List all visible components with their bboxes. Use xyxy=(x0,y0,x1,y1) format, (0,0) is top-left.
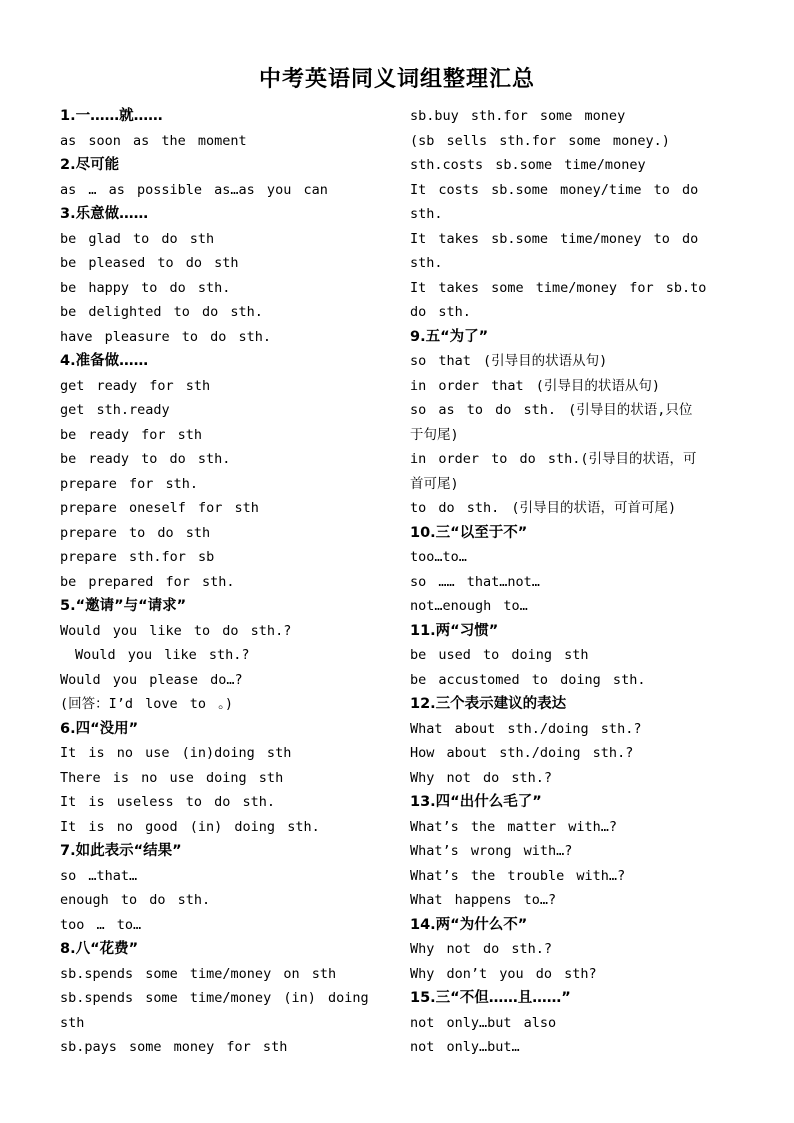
phrase-line: What happens to…? xyxy=(410,892,557,908)
phrase-line: prepare for sth. xyxy=(60,475,199,492)
phrase-line: prepare sth.for sb xyxy=(60,549,215,565)
section-heading: 12.三个表示建议的表达 xyxy=(410,696,567,712)
section-heading: 11.两“习惯” xyxy=(410,622,499,639)
phrase-line: get sth.ready xyxy=(60,402,170,418)
phrase-line: as … as possible as…as you can xyxy=(60,181,328,198)
phrase-line: 于句尾) xyxy=(410,426,459,443)
section-heading: 7.如此表示“结果” xyxy=(60,843,182,859)
phrase-line: sb.spends some time/money (in) doing xyxy=(60,990,369,1006)
phrase-line: It is no good (in) doing sth. xyxy=(60,818,320,835)
phrase-line: be used to doing sth xyxy=(410,647,589,663)
phrase-line: not only…but… xyxy=(410,1039,520,1055)
phrase-line: How about sth./doing sth.? xyxy=(410,745,634,761)
phrase-line: It takes some time/money for sb.to xyxy=(410,279,707,296)
phrase-line: sth.costs sb.some time/money xyxy=(410,157,646,173)
page-title: 中考英语同义词组整理汇总 xyxy=(258,67,535,92)
phrase-line: sth xyxy=(60,1014,85,1031)
phrase-line: What’s wrong with…? xyxy=(410,843,573,859)
phrase-line: Why not do sth.? xyxy=(410,769,553,786)
phrase-line: Why not do sth.? xyxy=(410,941,553,957)
phrase-line: so …… that…not… xyxy=(410,573,540,590)
phrase-line: enough to do sth. xyxy=(60,892,211,908)
phrase-line: What about sth./doing sth.? xyxy=(410,720,642,737)
phrase-line: It takes sb.some time/money to do xyxy=(410,230,699,247)
section-heading: 2.尽可能 xyxy=(60,157,120,173)
section-heading: 6.四“没用” xyxy=(60,720,139,737)
phrase-line: in order to do sth.(引导目的状语，可 xyxy=(410,451,697,467)
phrase-line: be delighted to do sth. xyxy=(60,304,263,320)
left-column xyxy=(60,104,390,1060)
phrase-line: be ready to do sth. xyxy=(60,451,231,467)
phrase-line: not only…but also xyxy=(410,1014,557,1031)
phrase-line: What’s the trouble with…? xyxy=(410,867,626,884)
section-heading: 9.五“为了” xyxy=(410,328,489,345)
phrase-line: be happy to do sth. xyxy=(60,279,231,296)
phrase-line: Why don’t you do sth? xyxy=(410,965,597,982)
phrase-line: sb.buy sth.for some money xyxy=(410,108,626,124)
section-heading: 4.准备做…… xyxy=(60,353,149,369)
phrase-line: not…enough to… xyxy=(410,598,528,614)
phrase-line: 首可尾) xyxy=(410,475,459,492)
right-column xyxy=(410,104,740,1060)
phrase-line: be glad to do sth xyxy=(60,230,215,247)
phrase-line: sb.pays some money for sth xyxy=(60,1039,288,1055)
phrase-line: be pleased to do sth xyxy=(60,255,239,271)
section-heading: 15.三“不但……且……” xyxy=(410,990,571,1006)
phrase-line: be accustomed to doing sth. xyxy=(410,671,646,688)
phrase-line: to do sth. (引导目的状语，可首可尾) xyxy=(410,500,677,516)
section-heading: 3.乐意做…… xyxy=(60,206,149,222)
phrase-line: so that (引导目的状语从句) xyxy=(410,353,608,369)
phrase-line: Would you like to do sth.? xyxy=(60,622,292,639)
phrase-line: sth. xyxy=(410,206,443,222)
phrase-line: It costs sb.some money/time to do xyxy=(410,181,699,198)
phrase-line: Would you please do…? xyxy=(60,671,243,688)
phrase-line: too…to… xyxy=(410,549,467,565)
phrase-line: do sth. xyxy=(410,304,471,320)
phrase-line: It is useless to do sth. xyxy=(60,794,276,810)
section-heading: 10.三“以至于不” xyxy=(410,524,528,541)
section-heading: 14.两“为什么不” xyxy=(410,916,528,933)
phrase-line: (sb sells sth.for some money.) xyxy=(410,132,670,149)
phrase-line: be ready for sth xyxy=(60,426,203,443)
section-heading: 5.“邀请”与“请求” xyxy=(60,598,187,614)
phrase-line: It is no use (in)doing sth xyxy=(60,745,292,761)
phrase-line: (回答：I’d love to 。) xyxy=(60,696,234,712)
phrase-line: Would you like sth.? xyxy=(75,647,250,663)
phrase-line: so as to do sth. (引导目的状语,只位 xyxy=(410,402,693,418)
phrase-line: so …that… xyxy=(60,867,138,884)
phrase-line: get ready for sth xyxy=(60,377,211,394)
section-heading: 1.一……就…… xyxy=(60,108,163,124)
phrase-line: be prepared for sth. xyxy=(60,573,235,590)
phrase-line: in order that (引导目的状语从句) xyxy=(410,377,661,394)
phrase-line: prepare oneself for sth xyxy=(60,500,259,516)
phrase-line: prepare to do sth xyxy=(60,524,211,541)
phrase-line: too … to… xyxy=(60,916,142,933)
phrase-line: There is no use doing sth xyxy=(60,769,284,786)
phrase-line: as soon as the moment xyxy=(60,132,247,149)
phrase-line: sth. xyxy=(410,255,443,271)
phrase-line: have pleasure to do sth. xyxy=(60,328,272,345)
section-heading: 8.八“花费” xyxy=(60,941,139,957)
phrase-line: What’s the matter with…? xyxy=(410,818,618,835)
section-heading: 13.四“出什么毛了” xyxy=(410,794,542,810)
phrase-line: sb.spends some time/money on sth xyxy=(60,965,337,982)
